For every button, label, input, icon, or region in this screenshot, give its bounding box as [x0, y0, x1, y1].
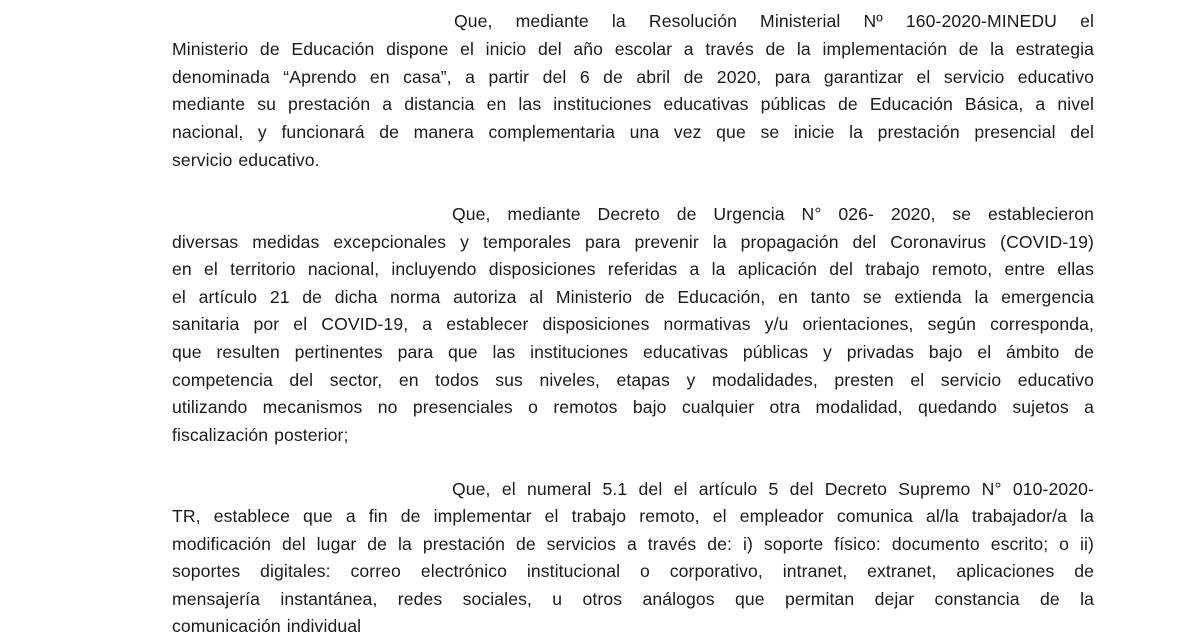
paragraph-line: en el territorio nacional, incluyendo disposiciones referidas a la aplicación del trabajo remoto, entre ellas: [172, 259, 1094, 280]
paragraph-line: Ministerio de Educación dispone el inicio del año escolar a través de la implementación de la estrategia: [172, 38, 1094, 59]
paragraph-line: diversas medidas excepcionales y temporales para prevenir la propagación del Coronavirus (COVID-19): [172, 231, 1094, 252]
paragraph-line: nacional, y funcionará de manera complementaria una vez que se inicie la prestación presencial del: [172, 122, 1094, 143]
paragraph-line: fiscalización posterior;: [172, 424, 349, 445]
paragraph-line: modificación del lugar de la prestación de servicios a través de: i) soporte físico: documento escrito; o ii): [172, 533, 1094, 554]
paragraph-resolucion-ministerial: [172, 8, 1094, 175]
paragraph-line: Que, mediante la Resolución Ministerial Nº 160-2020-MINEDU el: [454, 11, 1094, 31]
paragraph-decreto-urgencia: [172, 201, 1094, 449]
paragraph-line: mensajería instantánea, redes sociales, u otros análogos que permitan dejar constancia de la: [172, 588, 1094, 609]
paragraph-line: Que, el numeral 5.1 del el artículo 5 del Decreto Supremo N° 010-2020-: [452, 479, 1094, 499]
paragraph-line: soportes digitales: correo electrónico institucional o corporativo, intranet, extranet, aplicaciones de: [172, 561, 1094, 582]
paragraph-line: denominada “Aprendo en casa”, a partir del 6 de abril de 2020, para garantizar el servicio educativo: [172, 66, 1094, 87]
paragraph-line: que resulten pertinentes para que las instituciones educativas públicas y privadas bajo el ámbito de: [172, 341, 1094, 362]
paragraph-line: el artículo 21 de dicha norma autoriza al Ministerio de Educación, en tanto se extienda la emergencia: [172, 286, 1094, 307]
paragraph-decreto-supremo: [172, 476, 1094, 640]
paragraph-line: sanitaria por el COVID-19, a establecer disposiciones normativas y/u orientaciones, según corresponda,: [172, 314, 1094, 335]
paragraph-line: TR, establece que a fin de implementar el trabajo remoto, el empleador comunica al/la trabajador/a la: [172, 506, 1094, 527]
paragraph-line: comunicación individual: [172, 615, 362, 636]
paragraph-line: mediante su prestación a distancia en las instituciones educativas públicas de Educación Básica, a nivel: [172, 94, 1094, 115]
paragraph-line: utilizando mecanismos no presenciales o remotos bajo cualquier otra modalidad, quedando sujetos a: [172, 397, 1094, 418]
paragraph-line: servicio educativo.: [172, 149, 320, 170]
paragraph-line: competencia del sector, en todos sus niveles, etapas y modalidades, presten el servicio educativo: [172, 369, 1094, 390]
paragraph-line: Que, mediante Decreto de Urgencia N° 026- 2020, se establecieron: [452, 204, 1094, 224]
